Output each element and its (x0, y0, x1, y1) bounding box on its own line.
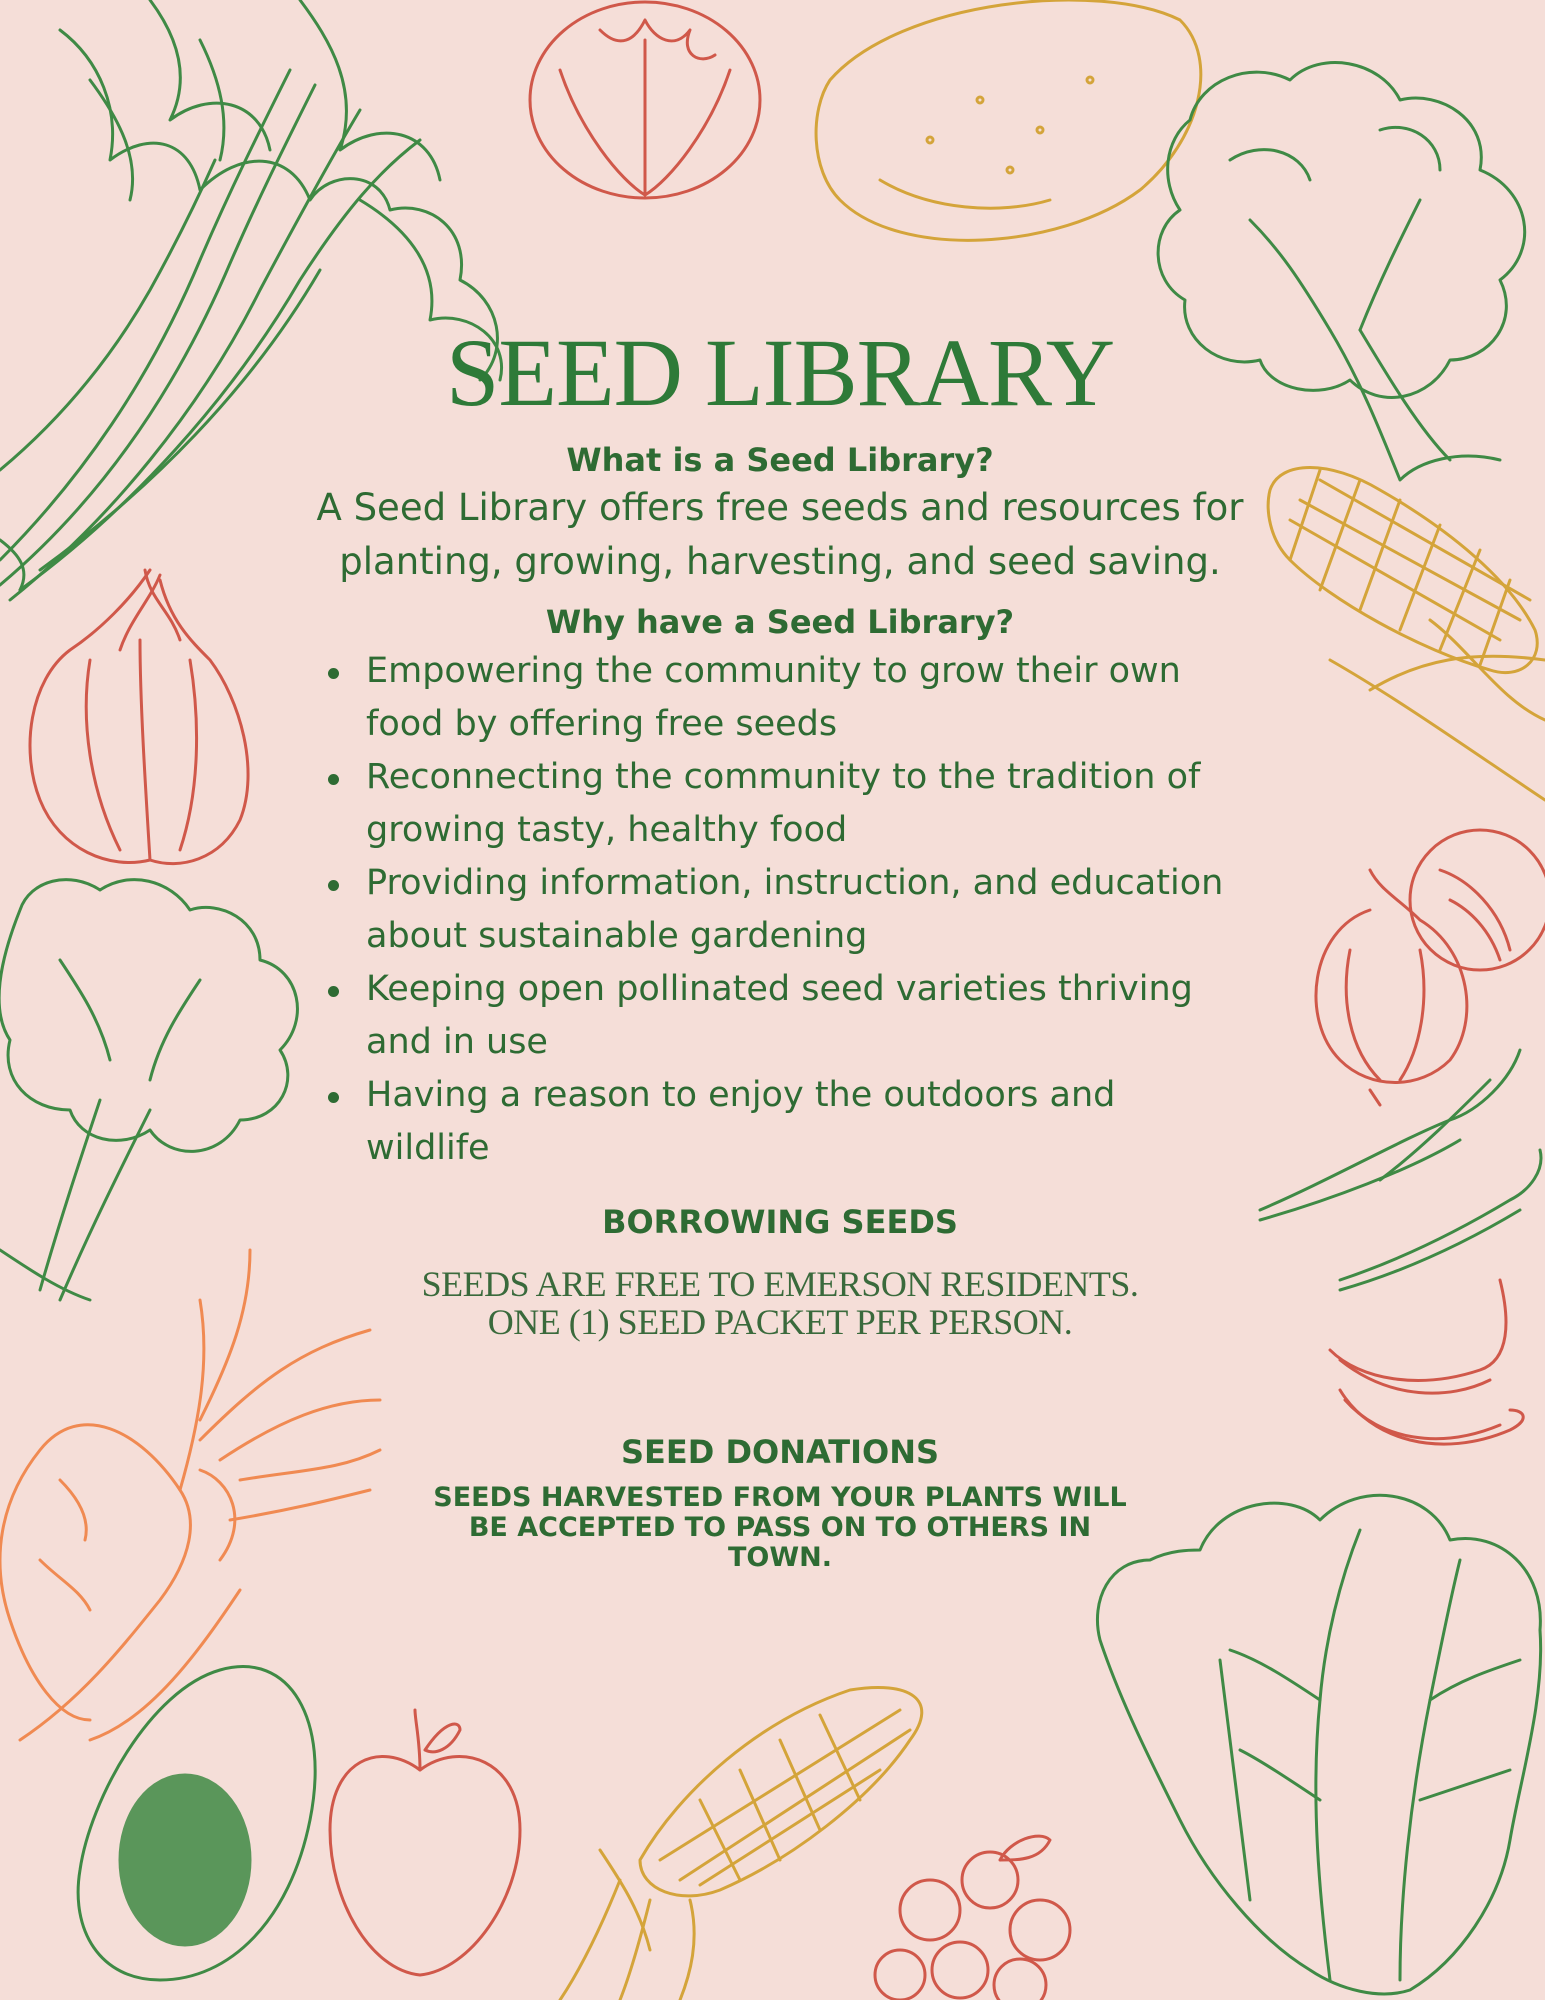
tomato-illustration (530, 2, 760, 198)
list-item-text: Reconnecting the community to the tradition of growing tasty, healthy food (366, 757, 1201, 850)
why-heading: Why have a Seed Library? (545, 603, 1015, 641)
bullet-icon (328, 880, 339, 891)
list-item-text: Having a reason to enjoy the outdoors and wildlife (366, 1075, 1116, 1168)
chili-peppers-illustration (1330, 1280, 1523, 1444)
bullet-icon (328, 986, 339, 997)
list-item-text: Keeping open pollinated seed varieties thriving and in use (366, 969, 1193, 1062)
page-title: SEED LIBRARY (445, 319, 1115, 426)
broccoli-illustration (0, 880, 297, 1300)
list-item-text: Providing information, instruction, and education about sustainable gardening (366, 863, 1224, 956)
list-item (320, 1069, 1250, 1175)
corn-illustration (1268, 468, 1545, 801)
onion-illustration (1316, 830, 1545, 1105)
bullet-icon (328, 774, 339, 785)
borrowing-text (300, 1265, 1260, 1341)
bell-pepper-illustration (30, 570, 248, 864)
borrowing-line-1: SEEDS ARE FREE TO EMERSON RESIDENTS. (421, 1264, 1139, 1304)
green-beans-illustration (1260, 1050, 1541, 1290)
borrowing-line-2: ONE (1) SEED PACKET PER PERSON. (487, 1302, 1073, 1342)
list-item (320, 857, 1250, 963)
donations-heading: SEED DONATIONS (620, 1433, 940, 1471)
list-item (320, 645, 1250, 751)
list-item (320, 963, 1250, 1069)
what-heading: What is a Seed Library? (566, 441, 994, 479)
bullet-icon (328, 668, 339, 679)
what-text: A Seed Library offers free seeds and resources for planting, growing, harvesting, and seed saving. (316, 486, 1244, 583)
list-item-text: Empowering the community to grow their own food by offering free seeds (366, 651, 1181, 744)
donations-text: SEEDS HARVESTED FROM YOUR PLANTS WILL BE ACCEPTED TO PASS ON TO OTHERS IN TOWN. (433, 1482, 1127, 1573)
apple-illustration (330, 1710, 520, 1975)
corn-illustration (560, 1687, 922, 2000)
berries-illustration (875, 1836, 1070, 2000)
borrowing-heading: BORROWING SEEDS (602, 1203, 958, 1241)
potato-illustration (816, 0, 1201, 240)
flyer-content (300, 315, 1260, 1573)
reasons-list (320, 645, 1250, 1175)
avocado-illustration (78, 1667, 315, 1980)
bullet-icon (328, 1092, 339, 1103)
list-item (320, 751, 1250, 857)
